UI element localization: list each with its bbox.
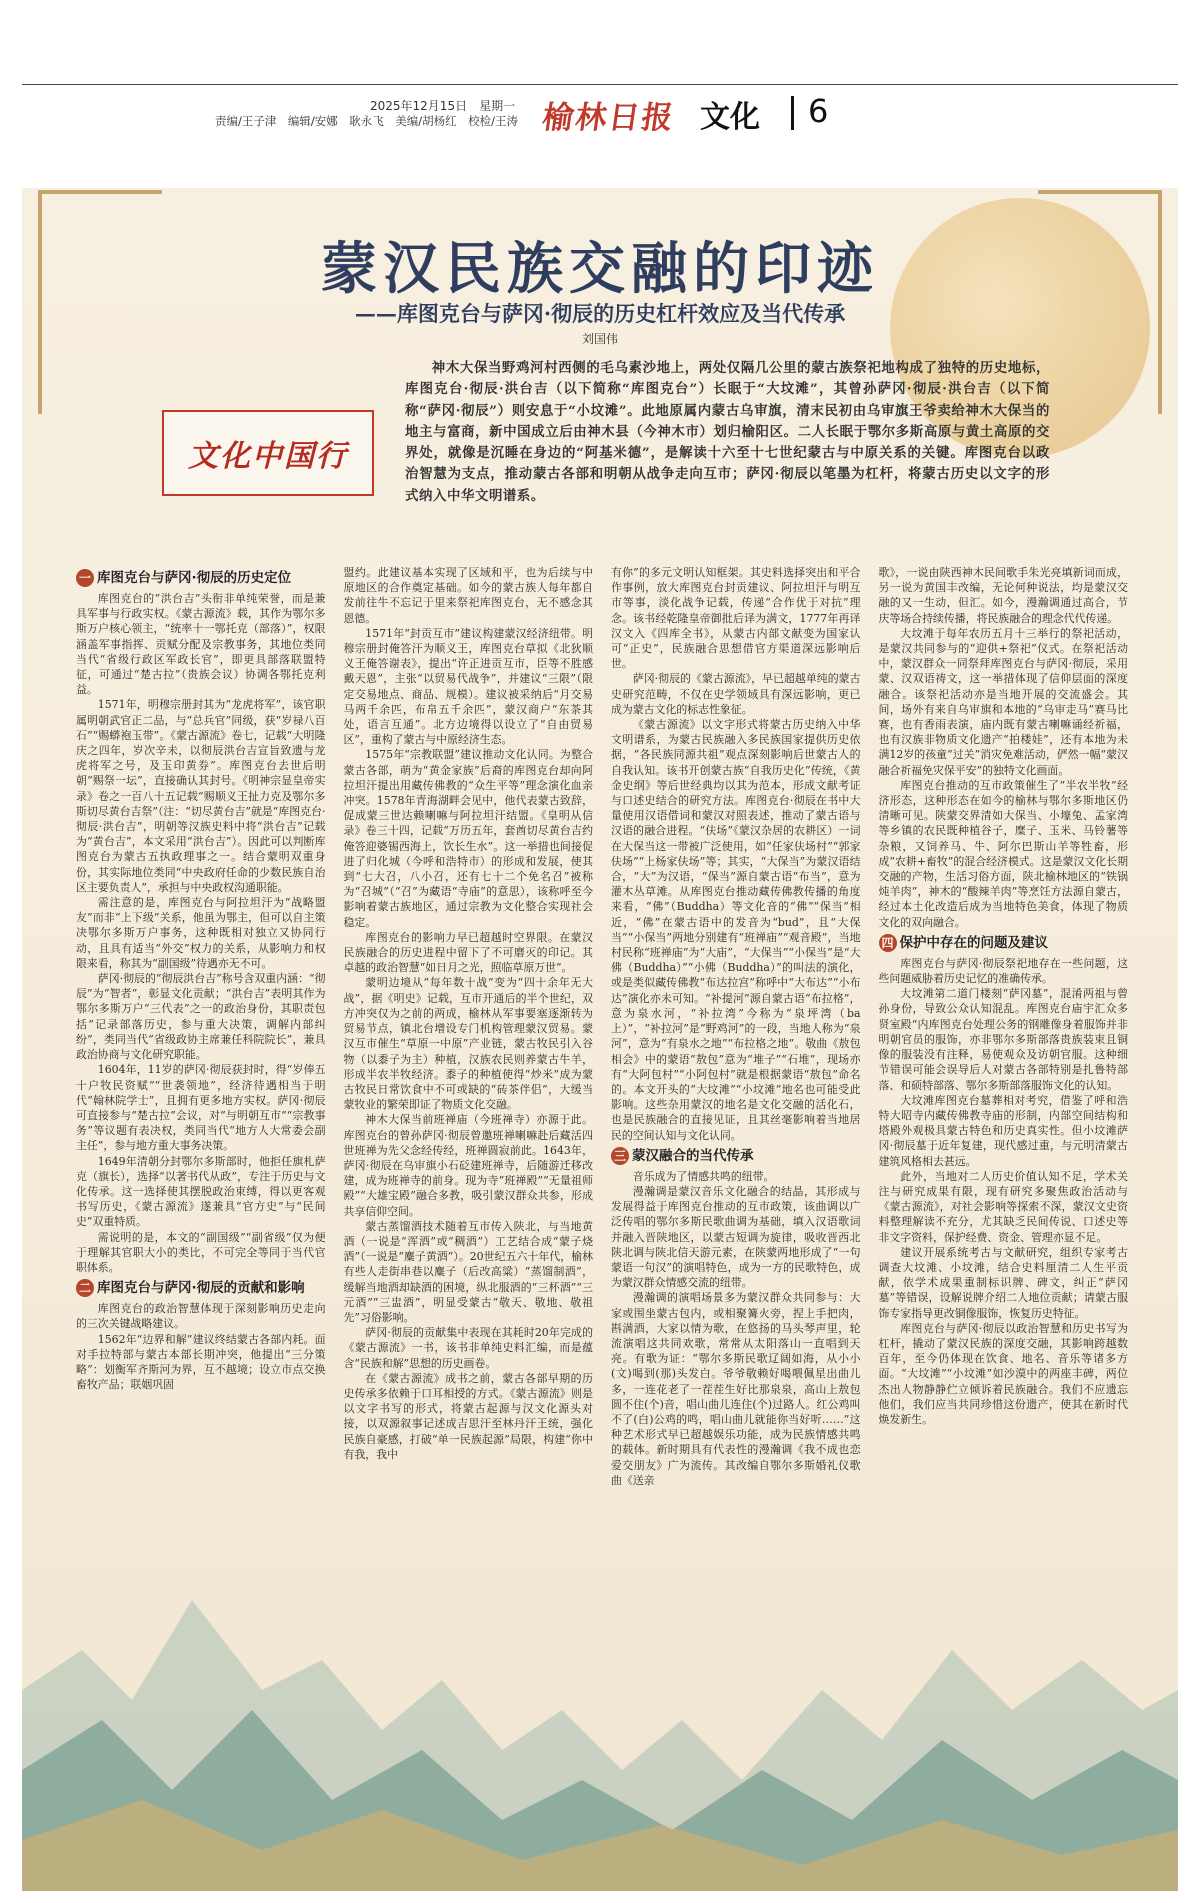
section-number-badge: 四 (879, 934, 897, 952)
paragraph: 库图克台的“洪台吉”头衔非单纯荣誉，而是兼具军事与行政实权。《蒙古源流》载，其作为鄂尔多斯万户核心领主，“统率十一鄂托克（部落）”，权限涵盖军事指挥、贡赋分配及宗教事务，其地位类同当代“省级行政区军政长官”，即更具部落联盟特征，可通过“楚古拉”（贵族会议）协调各鄂托克利益。 (76, 592, 326, 697)
body-column-1 (76, 565, 326, 1725)
masthead-rule (22, 84, 1178, 85)
paragraph: 盟约。此建议基本实现了区域和平，也为后续与中原地区的合作奠定基础。如今的蒙古族人每年都自发前往牛不忘记于里来祭祀库图克台，无不感念其恩德。 (343, 566, 593, 625)
paragraph: 1575年“宗教联盟”建议推动文化认同。为整合蒙古各部，萌为“黄金家族”后裔的库图克台却向阿拉坦汗提出用藏传佛教的“众生平等”理念演化血亲冲突。1578年青海湖畔会见中，他代表蒙古致辞，促成蒙三世达赖喇嘛与阿拉坦汗结盟。《皇明从信录》卷三十四，记载“万历五年，套酋切尽黄台吉约俺答迎婆锡西海上，饮长生水”。这一举措也间接促进了归化城（今呼和浩特市）的形成和发展，使其到“七大召，八小召，还有七十二个免名召”被称为“召城”（“召”为藏语“寺庙”的意思），该称呼至今影响着蒙古族地区，通过宗教为文化整合实现社会稳定。 (343, 748, 593, 929)
paragraph: 1649年清朝分封鄂尔多斯部时，他拒任旗札萨克（旗长），选择“以著书代从政”，专注于历史与文化传承。这一选择使其摆脱政治束缚，得以更客观书写历史，《蒙古源流》遂兼具“官方史”与“民间史”双重特质。 (76, 1154, 326, 1229)
paragraph: 蒙明边境从“每年数十战”变为“四十余年无大战”，据《明史》记载，互市开通后的半个世纪，双方冲突仅为之前的两成，榆林从军事要塞逐渐转为贸易节点，镇北台增设专门机构管理蒙汉贸易。蒙汉互市催生“草原一中原”产业链，蒙古牧民引入谷物（以黍子为主）种植，汉族农民则养蒙古牛羊，形成半农半牧经济。黍子的种植使得“炒米”成为蒙古牧民日常饮食中不可或缺的“砖茶伴侣”，大缓当蒙牧业的繁荣即证了物质文化交融。 (343, 976, 593, 1112)
paragraph: 萨冈·彻辰的贡献集中表现在其耗时20年完成的《蒙古源流》一书，该书非单纯史料汇编，而是蕴含“民族和解”思想的历史画卷。 (343, 1326, 593, 1370)
article-lead: 神木大保当野鸡河村西侧的毛乌素沙地上，两处仅隔几公里的蒙古族祭祀地构成了独特的历史地标，库图克台·彻辰·洪台吉（以下简称“库图克台”）长眠于“大坟滩”，其曾孙萨冈·彻辰·洪台吉（以下简称“萨冈·彻辰”）则安息于“小坟滩”。此地原属内蒙古乌审旗，清末民初由乌审旗王爷卖给神木大保当的地主与富商，新中国成立后由神木县（今神木市）划归榆阳区。二人长眠于鄂尔多斯高原与黄土高原的交界处，就像是沉睡在身边的“阿基米德”，是解读十六至十七世纪蒙古与中原关系的关键。库图克台以政治智慧为支点，推动蒙古各部和明朝从战争走向互市；萨冈·彻辰以笔墨为杠杆，将蒙古历史以文字的形式纳入中华文明谱系。 (405, 360, 1050, 504)
section-number-badge: 二 (76, 1279, 94, 1297)
section-heading-text: 蒙汉融合的当代传承 (632, 1147, 754, 1164)
paragraph: 大坟滩第二道门楼刻“萨冈墓”，混淆两祖与曾孙身份，导致公众认知混乱。库图克台庙宇汇众多贤室殿“内库图克台处理公务的钢雕像身着服饰并非明朝官员的服饰，亦非鄂尔多斯部落贵族装束且铜像的服装没有注释，易使观众及访朝官服。这种细节错误可能会误导后人对蒙古各部特别是扎鲁特部落、和硕特部落、鄂尔多斯部落服饰文化的认知。 (878, 987, 1128, 1092)
paragraph: 在《蒙古源流》成书之前，蒙古各部早期的历史传承多依赖于口耳相授的方式。《蒙古源流》则是以文字书写的形式，将蒙古起源与汉文化源头对接，以双源叙事记述成吉思汗至林丹汗王统，强化民族自豪感，打破“单一民族起源”局限，构建“你中有我，我中 (343, 1371, 593, 1461)
paragraph: 需注意的是，库图克台与阿拉坦汗为“战略盟友”而非“上下级”关系，他虽为鄂主，但可以自主策决鄂尔多斯万户事务，这种既相对独立又协同行动，且具有适当“外交”权力的关系，从影响力和权限来看，称其为“副国级”待遇亦无不可。 (76, 896, 326, 970)
paragraph: 萨冈·彻辰的“彻辰洪台吉”称号含双重内涵：“彻辰”为“智者”，彰显文化贡献；“洪台吉”表明其作为鄂尔多斯万户“三代表”之一的政治身份，其职责包括“记录部落历史，参与重大决策，调解内部纠纷”，类同当代“省级政协主席兼任科院院长”，兼具政治协商与文化研究职能。 (76, 972, 326, 1062)
editor-credits: 责编/王子津 编辑/安娜 耿永飞 美编/胡杨红 校检/王涛 (215, 114, 518, 128)
paragraph: 蒙古蒸馏酒技术随着互市传入陕北，与当地黄酒（一说是“浑酒”或“稠酒”）工艺结合成“蒙子烧酒”（一说是“麋子黄酒”）。20世纪五六十年代，榆林有些人走街串巷以麋子（后改高粱）“蒸馏制酒”，缓解当地酒却缺酒的困境，纵北服酒的“三杯酒”“三元酒”“三盅酒”，明显受蒙古“敬天、敬地、敬祖先”习俗影响。 (343, 1219, 593, 1324)
paragraph: 神木大保当前班禅庙（今班禅寺）亦源于此。库图克台的曾孙萨冈·彻辰曾邀班禅喇嘛赴后藏活四世班禅为先父念经传经，班禅圆寂前此。1643年，萨冈·彻辰在乌审旗小石砭建班禅寺，后随游迁移改建，成为班禅寺的前身。现为寺“班禅殿”“无量祖师殿”“大雄宝殿”融合多教，吸引蒙汉群众共参，形成共享信仰空间。 (343, 1113, 593, 1218)
paragraph: 需说明的是，本文的“副国级”“副省级”仅为便于理解其官职大小的类比，不可完全等同于当代官职体系。 (76, 1230, 326, 1274)
issue-date: 2025年12月15日 星期一 (370, 99, 516, 113)
section-number-badge: 三 (611, 1147, 629, 1165)
body-column-4 (879, 565, 1129, 1725)
section-heading-text: 库图克台与萨冈·彻辰的历史定位 (97, 570, 292, 586)
section-heading (76, 1279, 326, 1298)
paragraph: 音乐成为了情感共鸣的纽带。 (632, 1169, 775, 1183)
article-title: 蒙汉民族交融的印迹 (321, 236, 879, 302)
column-stamp-text: 文化中国行 (188, 439, 348, 474)
paragraph: 萨冈·彻辰的《蒙古源流》，早已超越单纯的蒙古史研究范畴，不仅在史学领域具有深远影响，更已成为蒙古文化的标志性象征。 (611, 672, 861, 716)
paragraph: 《蒙古源流》以文字形式将蒙古历史纳入中华文明谱系，为蒙古民族融入多民族国家提供历史依据，“各民族同源共祖”观点深刻影响后世蒙古人的自我认知。该书开创蒙古族“自我历史化”传统，《黄金史纲》等后世经典均以其为范本，形成文献考证与口述史结合的研究方法。库图克台·彻辰在书中大量使用汉语借词和蒙汉对照表述，推动了蒙古语与汉语的融合进程。“伕场”《蒙汉杂居的农耕区）一词在大保当这一带被广泛使用，如“任家伕场村”“郭家伕场”“上杨家伕场”等；其实，“大保当”为蒙汉语结合，“大”为汉语，“保当”源自蒙古语“布当”，意为灌木丛草滩。从库图克台推动藏传佛教传播的角度来看，“佛”（Buddha）等文化音的“佛”“保当”相近，“佛”在蒙古语中的发音为“bud”，且“大保当”“小保当”两地分别建有“班禅庙”“观音殿”，当地村民称“班禅庙”为“大庙”，“大保当”“小保当”是“大佛（Buddha）”“小佛（Buddha）”的叫法的演化，或是类似藏传佛教“布达拉宫”称呼中“大布达”“小布达”演化亦未可知。“补提河”源自蒙古语“布拉格”，意为泉水河，“补拉湾”今称为“泉坪湾（ba上）”，“补拉河”是“野鸡河”的一段，当地人称为“泉河”，意为“有泉水之地”“布拉格之地”。敬曲《敖包相会》中的蒙语“敖包”意为“堆子”“石堆”，现场亦有“大阿包村”“小阿包村”就是根据蒙语“敖包”命名的。本文开头的“大坟滩”“小坟滩”地名也可能受此影响。这些杂用蒙汉的地名是文化交融的活化石，也是民族融合的直接见证，且其丝毫影响着当地居民的空间认知与文化认同。 (611, 718, 861, 1142)
paragraph: 库图克台的政治智慧体现于深刻影响历史走向的三次关键战略建议。 (76, 1302, 326, 1331)
paragraph: 库图克台与萨冈·彻辰祭祀地存在一些问题，这些问题威胁着历史记忆的准确传承。 (878, 956, 1128, 986)
page-number: 6 (808, 92, 829, 130)
article-body (76, 565, 1128, 1725)
paragraph: 库图克台与萨冈·彻辰以政治智慧和历史书写为杠杆，撬动了蒙汉民族的深度交融，其影响跨越数百年，至今仍体现在饮食、地名、音乐等诸多方面。“大坟滩”“小坟滩”如沙漠中的两座丰碑，两位杰出人物静静伫立倾诉着民族融合。我们不应遗忘他们，我们应当共同珍惜这份遗产，使其在新时代焕发新生。 (878, 1321, 1128, 1426)
paragraph: 漫瀚调是蒙汉音乐文化融合的结晶，其形成与发展得益于库图克台推动的互市政策，该曲调以广泛传唱的鄂尔多斯民歌曲调为基础，填入汉语歌词并融入晋陕地区，以蒙古短调为旋律，吸收晋西北陕北调与陕北信天游元素，在陕蒙两地形成了“一句蒙语一句汉”的演唱特色，成为一方的民歌特色，成为蒙汉群众情感交流的纽带。 (611, 1184, 861, 1290)
section-heading (611, 1147, 861, 1166)
body-column-3 (611, 565, 861, 1725)
paragraph: 大坟滩于每年农历五月十三举行的祭祀活动，是蒙汉共同参与的“迎供+祭祀”仪式。在祭祀活动中，蒙汉群众一同祭拜库图克台与萨冈·彻辰，采用蒙、汉双语祷文，这一举措体现了信仰层面的深度融合。该祭祀活动亦是当地开展的交流盛会。其间，场外有来自乌审旗和本地的“乌审走马”赛马比赛，也有香雨表演，庙内既有蒙古喇嘛诵经祈福，也有汉族非物质文化遗产“拍楼娃”，还有本地为未满12岁的孩童“过关”消灾免难活动，俨然一幅“蒙汉融合祈福免灾保平安”的独特文化画面。 (878, 626, 1128, 777)
newspaper-logo: 榆林日报 (539, 100, 678, 136)
paragraph: 有你”的多元文明认知框架。其史料选择突出和平合作事例，放大库图克台封贡建议、阿拉坦汗与明互市等事，淡化战争记载，传递“合作优于对抗”理念。该书经乾隆皇帝御批后译为满文，1777年再译汉文入《四库全书》，从蒙古内部文献变为国家认可“正史”，民族融合思想借官方渠道深远影响后世。 (611, 566, 861, 671)
section-name: 文化 (700, 100, 760, 135)
section-heading-text: 保护中存在的问题及建议 (899, 934, 1048, 951)
paragraph: 大坟滩库图克台墓葬相对考究，借鉴了呼和浩特大昭寺内藏传佛教寺庙的形制，内部空间结构和塔殿外观极具蒙古特色和历史真实性。但小坟滩萨冈·彻辰墓于近年复建，现代感过重，与元明清蒙古建筑风格相去甚远。 (878, 1093, 1128, 1168)
paragraph: 漫瀚调的演唱场景多为蒙汉群众共同参与：大家或围坐蒙古包内，或相聚篝火旁，捏上手把肉，斟满酒，大家以情为歌，在悠扬的马头琴声里，轮流演唱这共同欢歌，常常从太阳落山一直唱到天亮。有歌为证：“鄂尔多斯民歌辽阔如海，从小小(文)喝到(那)头发白。爷爷敬赖好喝喂佩星出曲儿多，一连花老了一茬茬生好比那泉泉，高山上敖包圆不住(个)音，唱山曲儿连住(个)过路人。红公鸡叫不了(白)公鸡的鸣，唱山曲儿就能你当好听……”这种艺术形式早已超越娱乐功能，成为民族情感共鸣的载体。新时期具有代表性的漫瀚调《我不成也恋爱交朋友》广为流传。其改编自鄂尔多斯婚礼仪歌曲《送亲 (611, 1291, 861, 1487)
column-stamp (162, 410, 374, 496)
section-heading (879, 934, 1129, 953)
page-separator (791, 96, 794, 130)
paragraph: 歌》，一说由陕西神木民间歌手朱光亮填新词而成，另一说为黄国丰改编，无论何种说法，均是蒙汉交融的又一生动，但汇。如今，漫瀚调通过高合，节庆等场合持续传播，将民族融合的理念代代传递。 (878, 566, 1128, 625)
paragraph: 建议开展系统考古与文献研究，组织专家考古调查大坟滩、小坟滩，结合史料厘清二人生平贡献，依学术成果重制标识牌、碑文，纠正“萨冈墓”等错误，设解说牌介绍二人地位贡献；请蒙古服饰专家指导更改铜像服饰，恢复历史特征。 (878, 1245, 1128, 1320)
paragraph: 1604年，11岁的萨冈·彻辰获封时，得“岁俸五十户牧民资赋”“世袭领地”，经济待遇相当于明代“翰林院学士”，且拥有更多地方实权。萨冈·彻辰可直接参与“楚古拉”会议，对“与明朝互市”“宗教事务”等议题有表决权，类同当代“地方人大常委会副主任”，参与地方重大事务决策。 (76, 1063, 326, 1153)
paragraph: 库图克台的影响力早已超越时空界限。在蒙汉民族融合的历史进程中留下了不可磨灭的印记。其卓越的政治智慧“如日月之光，照临草原万世”。 (343, 930, 593, 975)
paragraph: 库图克台推动的互市政策催生了“半农半牧”经济形态，这种形态在如今的榆林与鄂尔多斯地区仍清晰可见。陕蒙交界清如大保当、小壕兔、孟家湾等乡镇的农民既种植谷子，糜子、玉米、马铃薯等杂粮，又饲养马、牛、阿尔巴斯山羊等牲畜，形成“农耕+畜牧”的混合经济模式。这是蒙汉文化长期交融的产物，生活习俗方面，陕北榆林地区的“铁锅炖羊肉”，神木的“酸辣羊肉”等烹饪方法源自蒙古，经过本土化改造后成为当地特色美食，体现了物质文化的双向融合。 (878, 778, 1128, 929)
article-subtitle: ——库图克台与萨冈·彻辰的历史杠杆效应及当代传承 (354, 301, 846, 326)
paragraph: 1571年，明穆宗册封其为“龙虎将军”，该官职属明朝武官正二品，与“总兵官”同级，获“岁禄八百石”“赐蟒袍玉带”。《蒙古源流》卷七，记载“大明隆庆之四年，岁次辛未，以彻辰洪台吉宣旨致遗与龙虎将军之号，及玉印黄券”。库图克台去世后明朝“赐祭一坛”，直接确认其封号。《明神宗显皇帝实录》卷之一百八十五记载“赐顺义王扯力克及鄂尔多斯切尽黄台吉祭”（注：“切尽黄台吉”就是“库图克台·彻辰·洪台吉”，明朝等汉族史料中将“洪台吉”记载为“黄台吉”，本文采用“洪台吉”）。因此可以判断库图克台为蒙古五执政理事之一。结合蒙明双重身份，其实际地位类同“中央政府任命的少数民族自治区主要负责人”，承担与中央政权沟通职能。 (76, 698, 326, 894)
section-heading (76, 569, 326, 588)
paragraph: 此外，当地对二人历史价值认知不足，学术关注与研究成果有限，现有研究多聚焦政治活动与《蒙古源流》，对社会影响等探索不深，蒙汉文史资料整理解读不充分，尤其缺乏民间传说、口述史等非文字资料，保护经费、资金、管理亦显不足。 (878, 1169, 1128, 1244)
paragraph: 1562年“边界和解”建议终结蒙古各部内耗。面对手拉特部与蒙古本部长期冲突，他提出“三分策略”：划衡军齐斯河为界，互不越境；设立市点交换畜牧产品；联姻巩固 (76, 1332, 326, 1392)
section-number-badge: 一 (76, 569, 94, 587)
body-column-2 (344, 565, 594, 1725)
article-author: 刘国伟 (581, 332, 618, 346)
paragraph: 1571年“封贡互市”建议构建蒙汉经济纽带。明穆宗册封俺答汗为顺义王，库图克台草拟《北狄顺义王俺答谢表》，提出“许正进贡互市，臣等不胜感戴天恩”，主张“以贸易代战争”，并建议“三限”（限定交易地点、商品、规模）。建议被采纳后“月交易马两千余匹，布帛五千余匹”，蒙汉商户“东茶其处，语言互通”。北方边境得以设立了“自由贸易区”，重构了蒙古与中原经济生态。 (343, 626, 593, 747)
section-heading-text: 库图克台与萨冈·彻辰的贡献和影响 (97, 1280, 305, 1297)
